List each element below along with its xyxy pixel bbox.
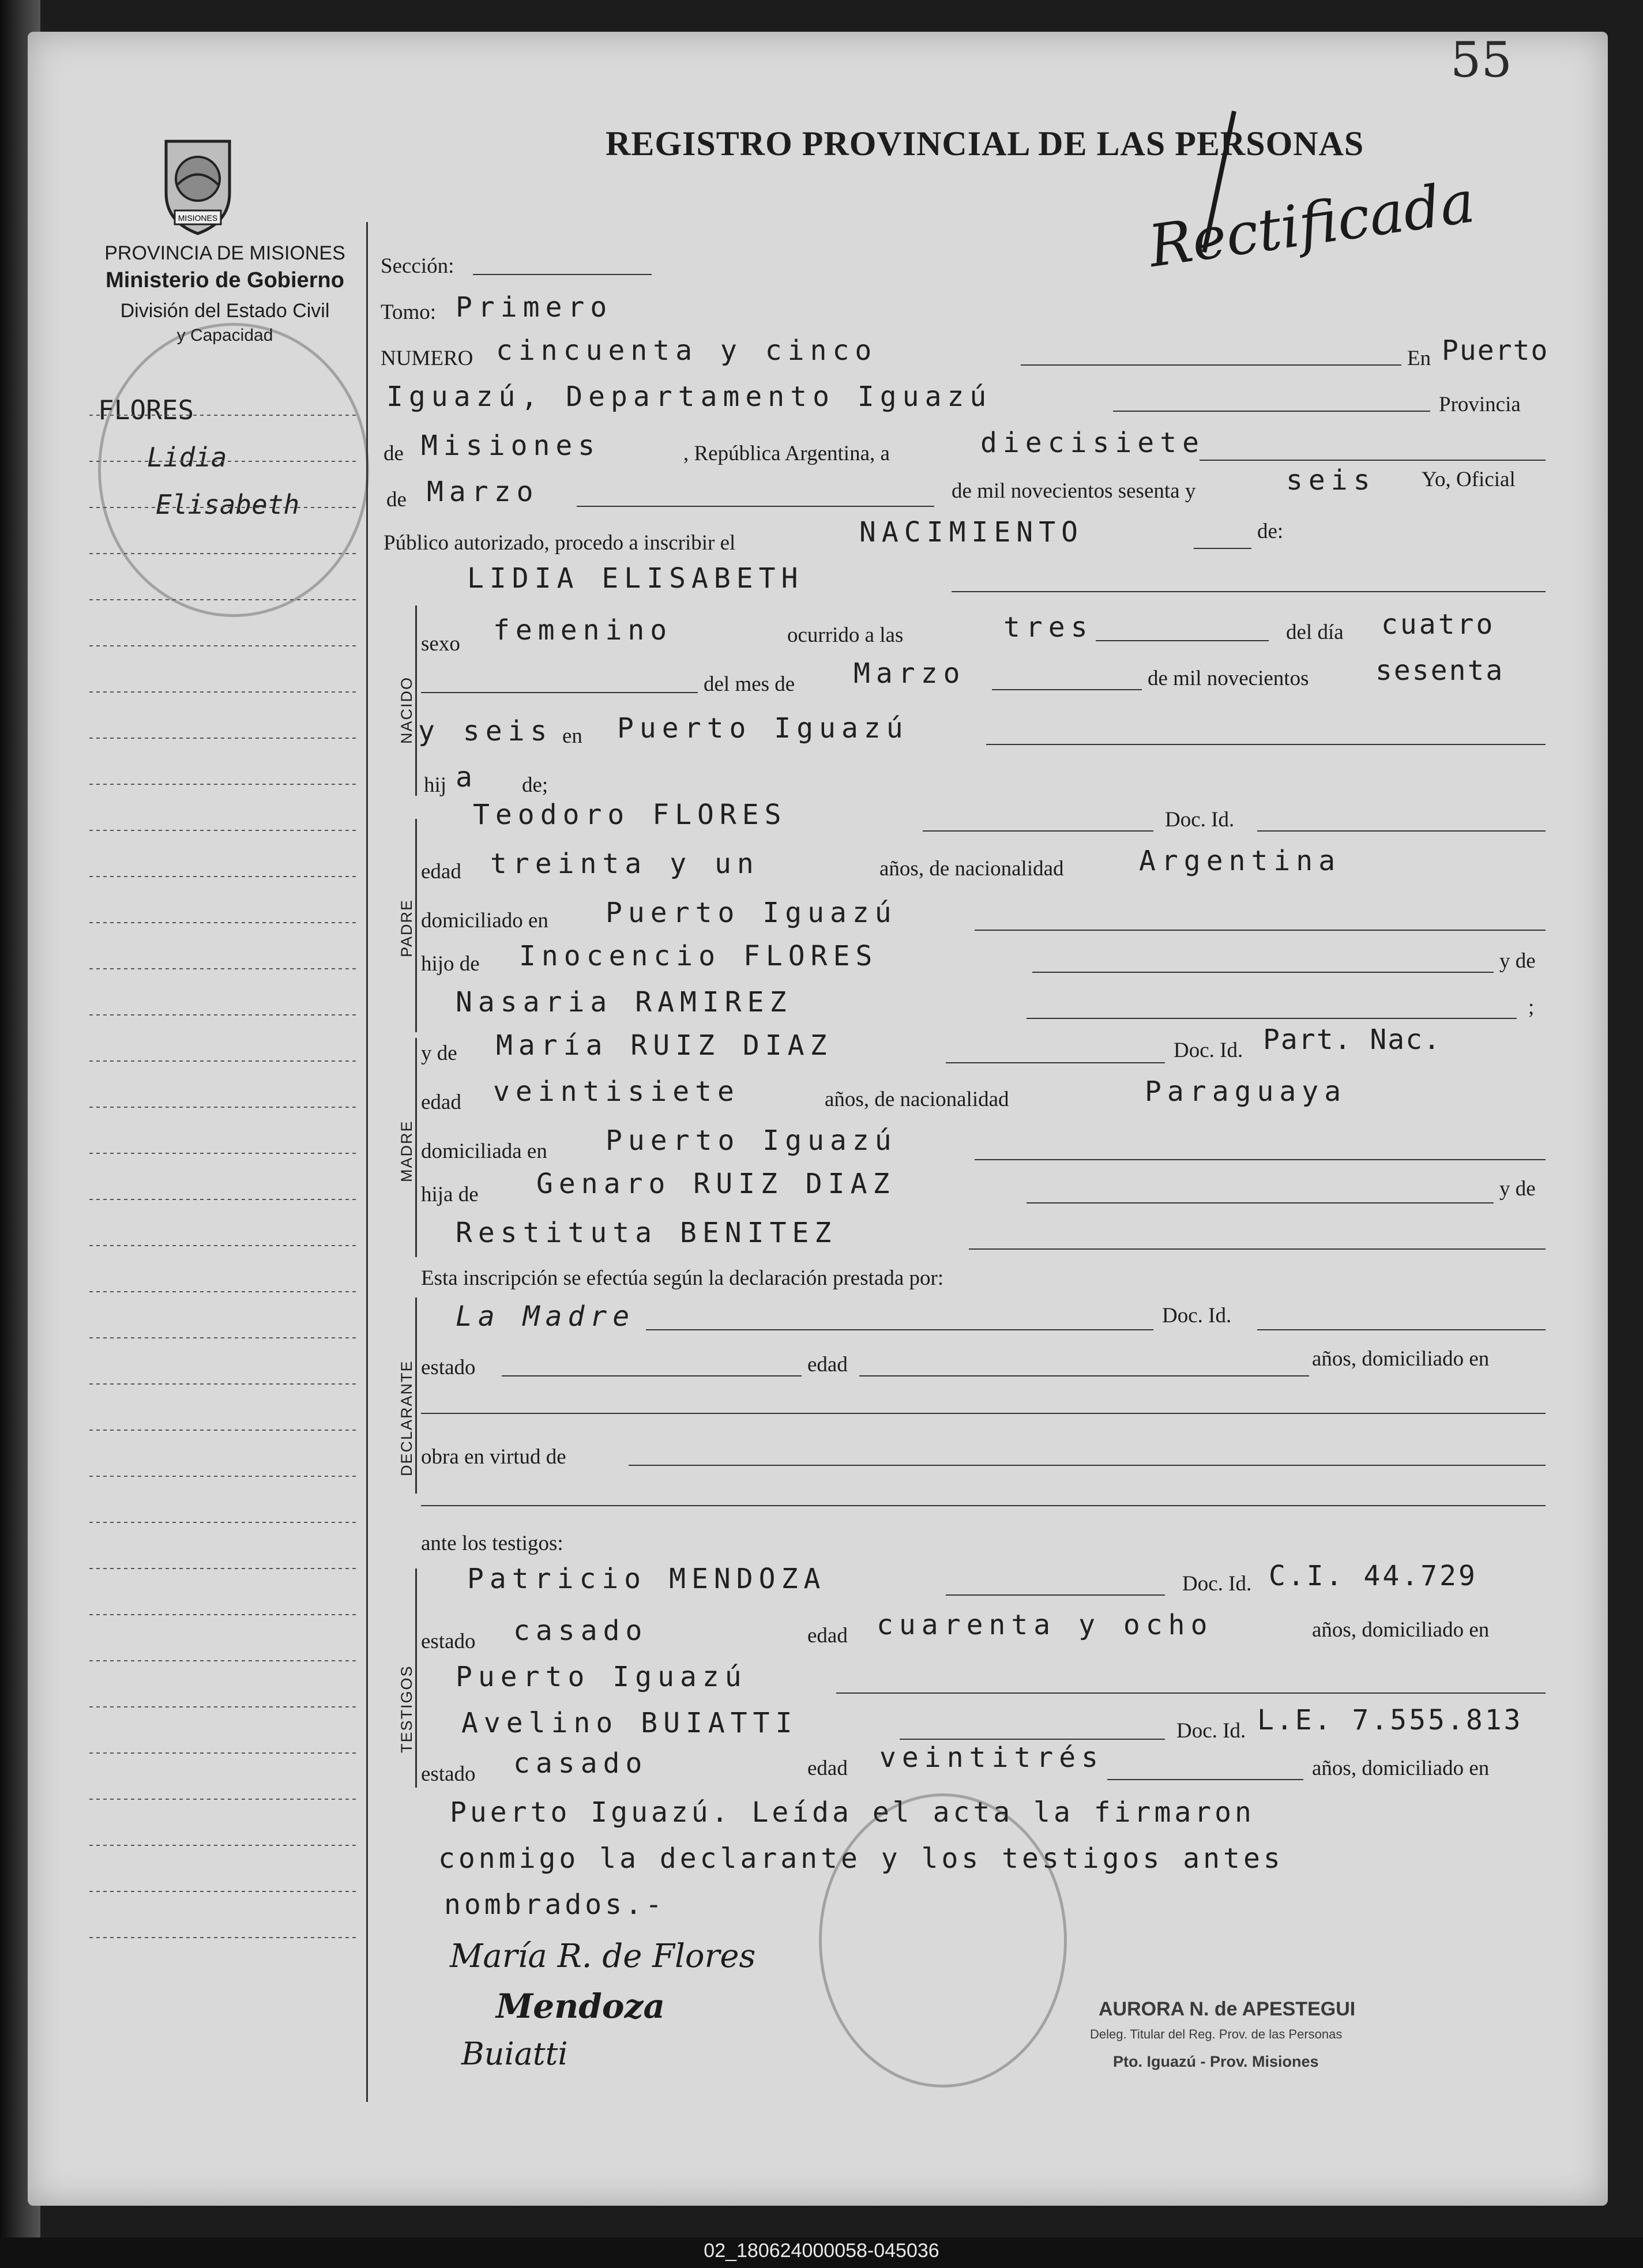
label-estado-t1: estado (421, 1630, 476, 1653)
value-estado-t2: casado (513, 1747, 648, 1780)
value-hija: a (456, 761, 478, 793)
signature-testigo1: Mendoza (496, 1987, 666, 2026)
value-doc-t1: C.I. 44.729 (1269, 1560, 1477, 1592)
value-abuelo-materno: Genaro RUIZ DIAZ (536, 1168, 896, 1200)
label-republica: , República Argentina, a (683, 442, 890, 465)
label-de-mil2: de mil novecientos (1148, 667, 1309, 690)
label-anos-dom-t1: años, domiciliado en (1312, 1618, 1490, 1642)
value-edad-madre: veintisiete (493, 1075, 740, 1108)
rectification-note: Rectificada (1144, 168, 1479, 280)
value-edad-t1: cuarenta y ocho (877, 1609, 1213, 1641)
label-tomo: Tomo: (381, 300, 437, 324)
label-testigos: TESTIGOS (398, 1665, 415, 1753)
value-provincia: Misiones (421, 430, 601, 462)
page-number: 55 (1450, 32, 1512, 88)
value-sexo: femenino (493, 614, 673, 646)
value-abuela-paterna: Nasaria RAMIREZ (456, 986, 792, 1018)
label-provincia: Provincia (1439, 393, 1521, 416)
value-acto: NACIMIENTO (859, 516, 1084, 548)
value-testigo1: Patricio MENDOZA (467, 1563, 826, 1595)
header-capacity: y Capacidad (176, 326, 273, 345)
label-nac-madre: años, de nacionalidad (825, 1088, 1009, 1111)
value-abuelo-paterno: Inocencio FLORES (519, 940, 878, 972)
value-anio-nac: sesenta (1375, 655, 1505, 687)
signature-testigo2: Buiatti (461, 2036, 568, 2072)
value-testigo2: Avelino BUIATTI (461, 1707, 798, 1739)
label-y-de-madre2: y de (1499, 1177, 1536, 1201)
official-place: Pto. Iguazú - Prov. Misiones (1113, 2053, 1319, 2070)
label-dom-padre: domiciliado en (421, 909, 548, 932)
value-en: Puerto (1442, 334, 1549, 367)
label-estado-decl: estado (421, 1356, 476, 1379)
closing-line-1: Puerto Iguazú. Leída el acta la firmaron (450, 1796, 1255, 1829)
value-doc-madre: Part. Nac. (1263, 1024, 1441, 1056)
label-dom-madre: domiciliada en (421, 1139, 547, 1163)
margin-surname: FLORES (98, 394, 194, 426)
value-declarante: La Madre (456, 1300, 636, 1333)
header-division: División del Estado Civil (120, 300, 330, 322)
value-lugar: Iguazú, Departamento Iguazú (386, 381, 992, 413)
label-de-colon: de: (1257, 520, 1284, 543)
label-inscripcion: Esta inscripción se efectúa según la declaración prestada por: (421, 1266, 944, 1290)
label-edad-decl: edad (807, 1353, 848, 1376)
value-dom-madre: Puerto Iguazú (606, 1124, 897, 1157)
label-semicolon: ; (1528, 995, 1535, 1019)
value-madre: María RUIZ DIAZ (496, 1029, 833, 1062)
value-doc-t2: L.E. 7.555.813 (1257, 1704, 1523, 1736)
label-de: de (384, 442, 404, 465)
label-anos-dom-t2: años, domiciliado en (1312, 1757, 1490, 1780)
margin-ruled-lines (89, 404, 358, 1961)
value-hora: tres (1003, 611, 1093, 644)
label-estado-t2: estado (421, 1762, 476, 1786)
label-obra: obra en virtud de (421, 1445, 566, 1469)
label-sexo: sexo (421, 632, 460, 656)
value-numero: cincuenta y cinco (496, 334, 878, 367)
value-edad-t2: veintitrés (879, 1742, 1104, 1774)
label-edad-t1: edad (807, 1624, 848, 1648)
header-ministry: Ministerio de Gobierno (106, 268, 344, 292)
value-dia: diecisiete (980, 427, 1205, 459)
value-dom-padre: Puerto Iguazú (606, 897, 897, 929)
label-edad-t2: edad (807, 1757, 848, 1780)
header-province: PROVINCIA DE MISIONES (104, 242, 345, 264)
value-nombre: LIDIA ELISABETH (467, 562, 804, 595)
label-hija-de: hija de (421, 1183, 479, 1206)
value-mes: Marzo (427, 476, 539, 508)
label-en: En (1407, 347, 1431, 370)
label-de-semi: de; (522, 773, 548, 797)
label-doc-id-madre: Doc. Id. (1174, 1039, 1243, 1062)
signature-madre: María R. de Flores (450, 1938, 756, 1975)
label-doc-id-decl: Doc. Id. (1162, 1304, 1232, 1327)
value-estado-t1: casado (513, 1615, 648, 1647)
label-en2: en (562, 724, 582, 748)
label-declarante: DECLARANTE (398, 1360, 415, 1476)
value-abuela-materna: Restituta BENITEZ (456, 1217, 837, 1249)
label-doc-id-t2: Doc. Id. (1176, 1719, 1246, 1743)
label-vo-oficial: Yo, Oficial (1422, 468, 1516, 491)
closing-line-2: conmigo la declarante y los testigos antes (438, 1842, 1284, 1875)
value-anio: seis (1286, 464, 1376, 497)
label-publico: Público autorizado, procedo a inscribir el (384, 531, 736, 555)
official-name: AURORA N. de APESTEGUI (1099, 1998, 1356, 2020)
label-ocurrido: ocurrido a las (787, 623, 904, 647)
label-seccion: Sección: (381, 254, 454, 278)
label-del-mes: del mes de (704, 672, 795, 696)
label-numero: NUMERO (381, 347, 473, 370)
label-hijo-de: hijo de (421, 952, 480, 976)
value-padre: Teodoro FLORES (473, 799, 787, 831)
label-anos-dom-decl: años, domiciliado en (1312, 1347, 1490, 1371)
official-title: Deleg. Titular del Reg. Prov. de las Personas (1090, 2027, 1343, 2041)
footer-id: 02_180624000058-045036 (704, 2240, 939, 2262)
label-edad-madre: edad (421, 1090, 461, 1114)
value-lugar-nac: Puerto Iguazú (617, 712, 909, 744)
label-nacido: NACIDO (398, 676, 415, 744)
label-nac-padre: años, de nacionalidad (879, 857, 1064, 881)
label-doc-id-t1: Doc. Id. (1182, 1572, 1252, 1596)
label-de-mil: de mil novecientos sesenta y (952, 479, 1196, 503)
margin-name2: Elisabeth (156, 489, 300, 520)
label-madre: MADRE (398, 1120, 415, 1182)
label-y-de-madre: y de (421, 1041, 457, 1065)
closing-line-3: nombrados.- (444, 1889, 666, 1921)
provincial-seal-icon (155, 130, 241, 239)
value-nac-padre: Argentina (1139, 845, 1341, 877)
label-padre: PADRE (398, 898, 415, 957)
seal-text: MISIONES (178, 213, 218, 223)
label-ante: ante los testigos: (421, 1532, 563, 1555)
form-border-line (366, 222, 368, 2102)
value-nac-madre: Paraguaya (1145, 1075, 1347, 1108)
label-hij: hij (424, 773, 447, 797)
value-dom-t1: Puerto Iguazú (456, 1661, 747, 1693)
label-y-de-padre: y de (1499, 949, 1536, 973)
margin-name1: Lidia (147, 442, 227, 473)
label-edad-padre: edad (421, 860, 461, 883)
value-mes-nac: Marzo (854, 657, 966, 690)
value-dia-nac: cuatro (1381, 608, 1495, 641)
label-de-mes: de (386, 488, 407, 511)
value-anio-nac2: y seis (418, 715, 553, 747)
value-edad-padre: treinta y un (490, 848, 760, 880)
label-del-dia: del día (1286, 620, 1344, 644)
value-tomo: Primero (456, 291, 613, 324)
bottom-stamp (819, 1793, 1067, 2088)
label-doc-id-padre: Doc. Id. (1165, 808, 1235, 832)
page-title: REGISTRO PROVINCIAL DE LAS PERSONAS (606, 125, 1364, 163)
